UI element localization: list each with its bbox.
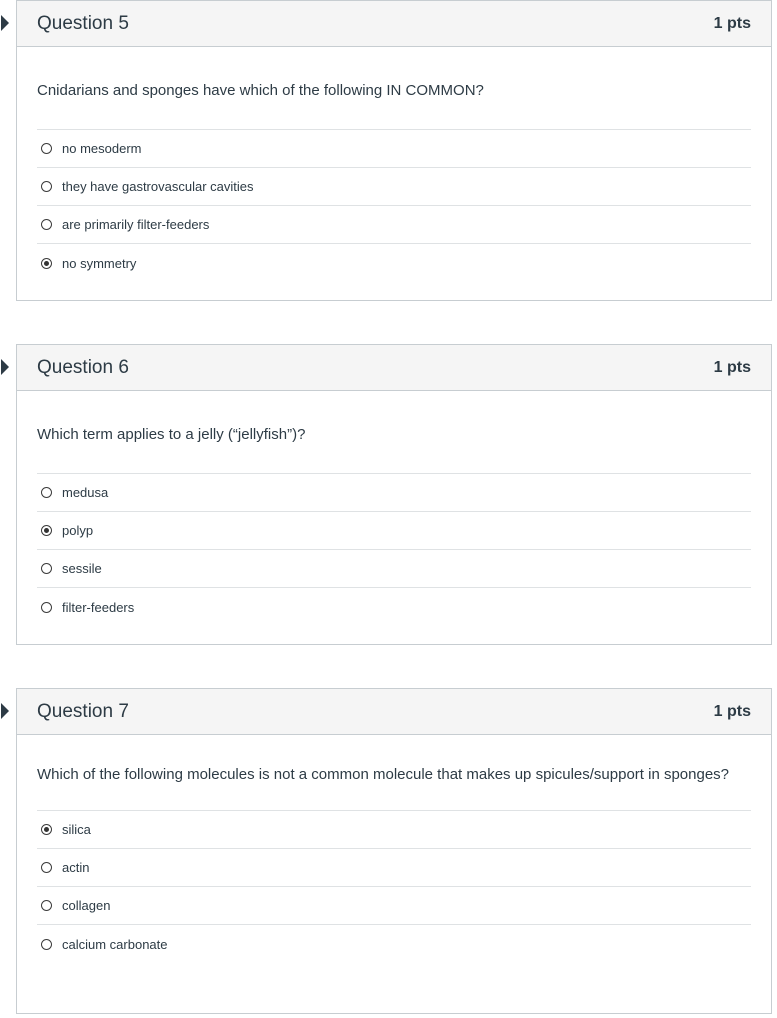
answer-option[interactable]: [37, 811, 751, 849]
question-header: [17, 345, 771, 391]
answer-list: [37, 130, 751, 302]
radio-button[interactable]: [41, 487, 52, 498]
radio-button-selected[interactable]: [41, 525, 52, 536]
answer-option[interactable]: [37, 588, 751, 626]
answer-label: medusa: [62, 485, 109, 500]
answer-option[interactable]: [37, 512, 751, 550]
question-body: [17, 735, 771, 983]
radio-button-selected[interactable]: [41, 258, 52, 269]
answer-label: no symmetry: [62, 255, 137, 271]
question-card-5: [16, 0, 772, 301]
answer-option[interactable]: [37, 206, 751, 244]
question-text: Which of the following molecules is not a common molecule that makes up spicules/support in sponges?: [37, 735, 751, 811]
question-header: [17, 689, 771, 735]
question-points: 1 pts: [713, 702, 751, 720]
question-title: Question 5: [37, 12, 129, 34]
question-header: [17, 1, 771, 47]
radio-button[interactable]: [41, 862, 52, 873]
question-card-7: [16, 688, 772, 1014]
answer-label: they have gastrovascular cavities: [62, 179, 254, 194]
question-body: [17, 47, 771, 302]
answer-option[interactable]: [37, 474, 751, 512]
question-text: Cnidarians and sponges have which of the following IN COMMON?: [37, 47, 751, 130]
answer-option[interactable]: [37, 244, 751, 282]
radio-button[interactable]: [41, 900, 52, 911]
answer-list: [37, 474, 751, 646]
question-points: 1 pts: [713, 358, 751, 376]
radio-button[interactable]: [41, 181, 52, 192]
answer-option[interactable]: [37, 130, 751, 168]
radio-button[interactable]: [41, 939, 52, 950]
answer-label: are primarily filter-feeders: [62, 217, 210, 232]
answer-label: silica: [62, 822, 91, 837]
answer-label: actin: [62, 860, 90, 875]
answer-list: [37, 811, 751, 983]
answer-option[interactable]: [37, 849, 751, 887]
question-body: [17, 391, 771, 646]
answer-option[interactable]: [37, 550, 751, 588]
radio-button[interactable]: [41, 563, 52, 574]
question-flag-icon[interactable]: [1, 359, 9, 375]
radio-button[interactable]: [41, 602, 52, 613]
answer-label: sessile: [62, 561, 102, 576]
answer-option[interactable]: [37, 925, 751, 963]
radio-button-selected[interactable]: [41, 824, 52, 835]
question-title: Question 6: [37, 356, 129, 378]
question-text: Which term applies to a jelly (“jellyfish”)?: [37, 391, 751, 474]
question-points: 1 pts: [713, 14, 751, 32]
question-flag-icon[interactable]: [1, 703, 9, 719]
answer-label: collagen: [62, 898, 111, 913]
question-card-6: [16, 344, 772, 645]
answer-option[interactable]: [37, 887, 751, 925]
answer-label: filter-feeders: [62, 599, 135, 615]
radio-button[interactable]: [41, 143, 52, 154]
answer-label: calcium carbonate: [62, 936, 168, 952]
answer-label: no mesoderm: [62, 141, 142, 156]
answer-label: polyp: [62, 523, 94, 538]
radio-button[interactable]: [41, 219, 52, 230]
answer-option[interactable]: [37, 168, 751, 206]
question-title: Question 7: [37, 700, 129, 722]
question-flag-icon[interactable]: [1, 15, 9, 31]
